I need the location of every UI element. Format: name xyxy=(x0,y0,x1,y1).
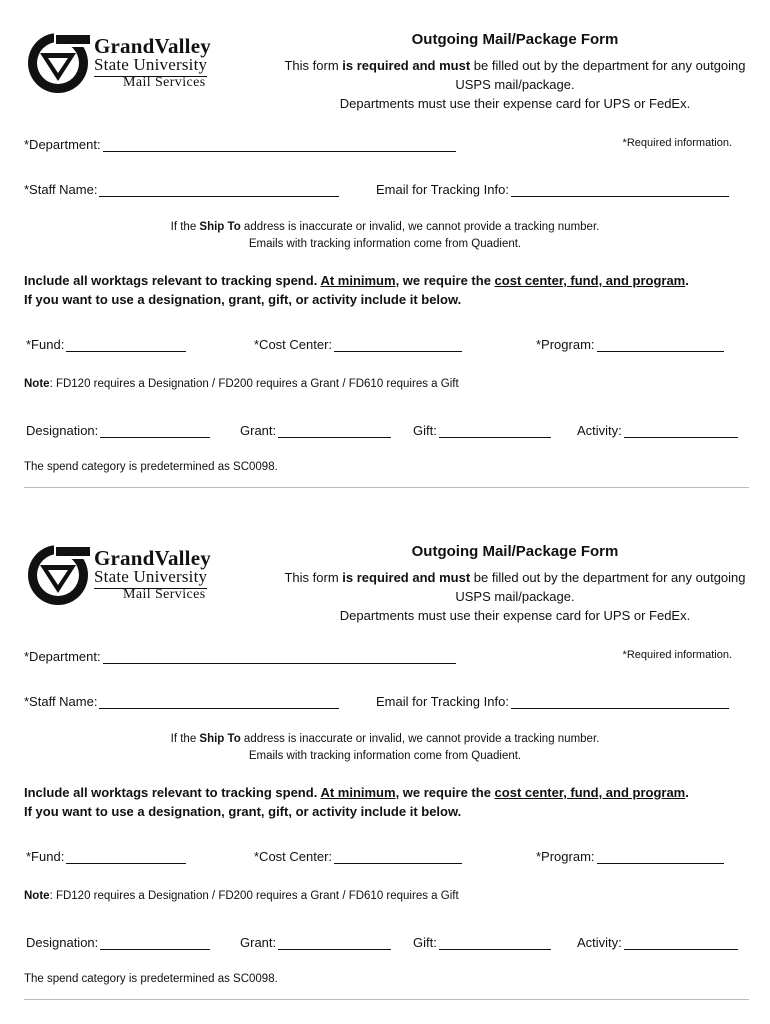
email-tracking-field[interactable]: Email for Tracking Info: xyxy=(376,182,729,197)
worktags-instructions: Include all worktags relevant to tracking spend. At minimum, we require the cost center, fund, and program. If you want to use a designation, grant, gift, or activity include it below. xyxy=(24,785,689,819)
staff-name-field[interactable]: *Staff Name: xyxy=(24,182,339,197)
section-divider xyxy=(24,999,749,1000)
tracking-notice: If the Ship To address is inaccurate or invalid, we cannot provide a tracking number. Emails with tracking information come from Quadient. xyxy=(170,733,600,762)
gift-field[interactable]: Gift: xyxy=(413,423,551,438)
required-info-note: *Required information. xyxy=(622,649,732,661)
gvsu-logo-icon xyxy=(26,543,90,607)
logo-line-1: GrandValley xyxy=(94,546,211,570)
fund-field[interactable]: *Fund: xyxy=(26,849,186,864)
gvsu-mail-services-logo xyxy=(26,31,266,107)
grant-field[interactable]: Grant: xyxy=(240,423,391,438)
form-intro: This form is required and must be filled out by the department for any outgoing USPS mail/package. Departments must use their expense card for UPS or FedEx. xyxy=(284,58,746,111)
spend-category-note: The spend category is predetermined as SC0098. xyxy=(24,461,278,473)
mail-package-form xyxy=(0,512,770,1012)
program-field[interactable]: *Program: xyxy=(536,849,724,864)
logo-line-3: Mail Services xyxy=(123,75,206,90)
staff-name-field[interactable]: *Staff Name: xyxy=(24,694,339,709)
section-divider xyxy=(24,487,749,488)
spend-category-note: The spend category is predetermined as SC0098. xyxy=(24,973,278,985)
email-tracking-field[interactable]: Email for Tracking Info: xyxy=(376,694,729,709)
fund-requirements-note: Note: FD120 requires a Designation / FD200 requires a Grant / FD610 requires a Gift xyxy=(24,378,459,390)
logo-line-2: State University xyxy=(94,567,207,589)
logo-line-1: GrandValley xyxy=(94,34,211,58)
activity-field[interactable]: Activity: xyxy=(577,423,738,438)
tracking-notice: If the Ship To address is inaccurate or invalid, we cannot provide a tracking number. Emails with tracking information come from Quadient. xyxy=(170,221,600,250)
mail-package-form xyxy=(0,0,770,500)
gift-field[interactable]: Gift: xyxy=(413,935,551,950)
cost-center-field[interactable]: *Cost Center: xyxy=(254,337,462,352)
fund-requirements-note: Note: FD120 requires a Designation / FD200 requires a Grant / FD610 requires a Gift xyxy=(24,890,459,902)
grant-field[interactable]: Grant: xyxy=(240,935,391,950)
form-intro: This form is required and must be filled out by the department for any outgoing USPS mail/package. Departments must use their expense card for UPS or FedEx. xyxy=(284,570,746,623)
department-field[interactable]: *Department: xyxy=(24,137,456,152)
fund-field[interactable]: *Fund: xyxy=(26,337,186,352)
form-title: Outgoing Mail/Package Form xyxy=(411,31,619,48)
cost-center-field[interactable]: *Cost Center: xyxy=(254,849,462,864)
form-title: Outgoing Mail/Package Form xyxy=(411,543,619,560)
worktags-instructions: Include all worktags relevant to tracking spend. At minimum, we require the cost center, fund, and program. If you want to use a designation, grant, gift, or activity include it below. xyxy=(24,273,689,307)
activity-field[interactable]: Activity: xyxy=(577,935,738,950)
logo-line-3: Mail Services xyxy=(123,587,206,602)
designation-field[interactable]: Designation: xyxy=(26,423,210,438)
program-field[interactable]: *Program: xyxy=(536,337,724,352)
designation-field[interactable]: Designation: xyxy=(26,935,210,950)
department-field[interactable]: *Department: xyxy=(24,649,456,664)
logo-line-2: State University xyxy=(94,55,207,77)
required-info-note: *Required information. xyxy=(622,137,732,149)
gvsu-logo-icon xyxy=(26,31,90,95)
gvsu-mail-services-logo xyxy=(26,543,266,619)
